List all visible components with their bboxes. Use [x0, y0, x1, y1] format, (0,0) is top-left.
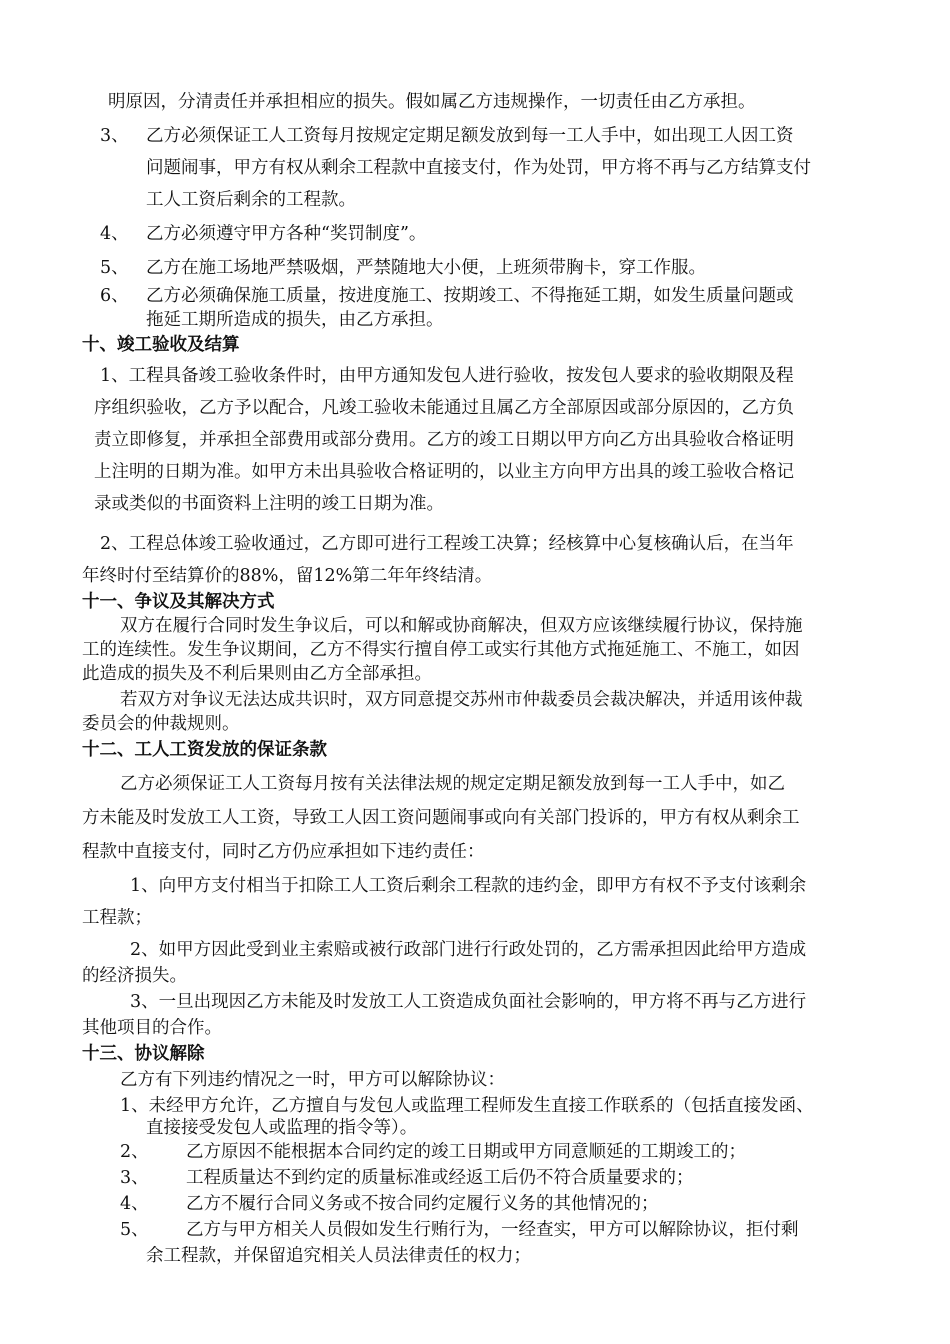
paragraph-line: 乙方必须保证工人工资每月按规定定期足额发放到每一工人手中，如出现工人因工资	[146, 126, 794, 146]
paragraph-line: 乙方必须确保施工质量，按进度施工、按期竣工、不得拖延工期，如发生质量问题或	[146, 286, 794, 306]
paragraph-line: 直接接受发包人或监理的指令等）。	[146, 1118, 418, 1138]
paragraph-line: 乙方与甲方相关人员假如发生行贿行为，一经查实，甲方可以解除协议，拒付剩	[186, 1220, 799, 1240]
paragraph-line: 工程款；	[82, 908, 152, 928]
list-number: 3、	[100, 126, 129, 146]
section-heading: 十二、工人工资发放的保证条款	[82, 740, 327, 760]
paragraph-line: 问题闹事，甲方有权从剩余工程款中直接支付，作为处罚，甲方将不再与乙方结算支付	[146, 158, 811, 178]
paragraph-line: 余工程款，并保留追究相关人员法律责任的权力；	[146, 1246, 531, 1266]
paragraph-line: 乙方在施工场地严禁吸烟，严禁随地大小便，上班须带胸卡，穿工作服。	[146, 258, 706, 278]
list-number: 3、	[120, 1168, 149, 1188]
paragraph-line: 工人工资后剩余的工程款。	[146, 190, 356, 210]
paragraph-line: 3、一旦出现因乙方未能及时发放工人工资造成负面社会影响的，甲方将不再与乙方进行	[130, 992, 807, 1012]
paragraph-line: 其他项目的合作。	[82, 1018, 222, 1038]
paragraph-line: 乙方必须遵守甲方各种“奖罚制度”。	[146, 224, 427, 244]
paragraph-line: 委员会的仲裁规则。	[82, 714, 240, 734]
paragraph-line: 2、工程总体竣工验收通过，乙方即可进行工程竣工决算；经核算中心复核确认后，在当年	[100, 534, 794, 554]
paragraph-line: 双方在履行合同时发生争议后，可以和解或协商解决，但双方应该继续履行协议，保持施	[120, 616, 803, 636]
paragraph-line: 此造成的损失及不利后果则由乙方全部承担。	[82, 664, 432, 684]
paragraph-line: 1、未经甲方允许，乙方擅自与发包人或监理工程师发生直接工作联系的（包括直接发函、	[120, 1096, 814, 1116]
paragraph-line: 录或类似的书面资料上注明的竣工日期为准。	[94, 494, 444, 514]
paragraph-line: 责立即修复，并承担全部费用或部分费用。乙方的竣工日期以甲方向乙方出具验收合格证明	[94, 430, 794, 450]
list-number: 5、	[100, 258, 129, 278]
paragraph-line: 乙方有下列违约情况之一时，甲方可以解除协议：	[120, 1070, 505, 1090]
list-number: 6、	[100, 286, 129, 306]
paragraph-line: 上注明的日期为准。如甲方未出具验收合格证明的，以业主方向甲方出具的竣工验收合格记	[94, 462, 794, 482]
paragraph-line: 的经济损失。	[82, 966, 187, 986]
paragraph-line: 工的连续性。发生争议期间，乙方不得实行擅自停工或实行其他方式拖延施工、不施工，如因	[82, 640, 800, 660]
paragraph-line: 序组织验收，乙方予以配合，凡竣工验收未能通过且属乙方全部原因或部分原因的，乙方负	[94, 398, 794, 418]
paragraph-line: 乙方原因不能根据本合同约定的竣工日期或甲方同意顺延的工期竣工的；	[186, 1142, 746, 1162]
paragraph-line: 年终时付至结算价的88%，留12%第二年年终结清。	[82, 566, 493, 586]
paragraph-line: 工程质量达不到约定的质量标准或经返工后仍不符合质量要求的；	[186, 1168, 694, 1188]
section-heading: 十、竣工验收及结算	[82, 335, 240, 355]
paragraph-line: 拖延工期所造成的损失，由乙方承担。	[146, 310, 444, 330]
list-number: 5、	[120, 1220, 149, 1240]
paragraph-line: 若双方对争议无法达成共识时，双方同意提交苏州市仲裁委员会裁决解决，并适用该仲裁	[120, 690, 803, 710]
section-heading: 十一、争议及其解决方式	[82, 592, 275, 612]
paragraph-line: 1、向甲方支付相当于扣除工人工资后剩余工程款的违约金，即甲方有权不予支付该剩余	[130, 876, 807, 896]
paragraph-line: 1、工程具备竣工验收条件时，由甲方通知发包人进行验收，按发包人要求的验收期限及程	[100, 366, 794, 386]
paragraph-line: 程款中直接支付，同时乙方仍应承担如下违约责任：	[82, 842, 485, 862]
paragraph-line: 方未能及时发放工人工资，导致工人因工资问题闹事或向有关部门投诉的，甲方有权从剩余工	[82, 808, 800, 828]
paragraph-line: 明原因，分清责任并承担相应的损失。假如属乙方违规操作，一切责任由乙方承担。	[108, 92, 756, 112]
section-heading: 十三、协议解除	[82, 1044, 205, 1064]
list-number: 4、	[120, 1194, 149, 1214]
paragraph-line: 乙方不履行合同义务或不按合同约定履行义务的其他情况的；	[186, 1194, 659, 1214]
list-number: 2、	[120, 1142, 149, 1162]
paragraph-line: 乙方必须保证工人工资每月按有关法律法规的规定定期足额发放到每一工人手中，如乙	[120, 774, 785, 794]
list-number: 4、	[100, 224, 129, 244]
paragraph-line: 2、如甲方因此受到业主索赔或被行政部门进行行政处罚的，乙方需承担因此给甲方造成	[130, 940, 807, 960]
